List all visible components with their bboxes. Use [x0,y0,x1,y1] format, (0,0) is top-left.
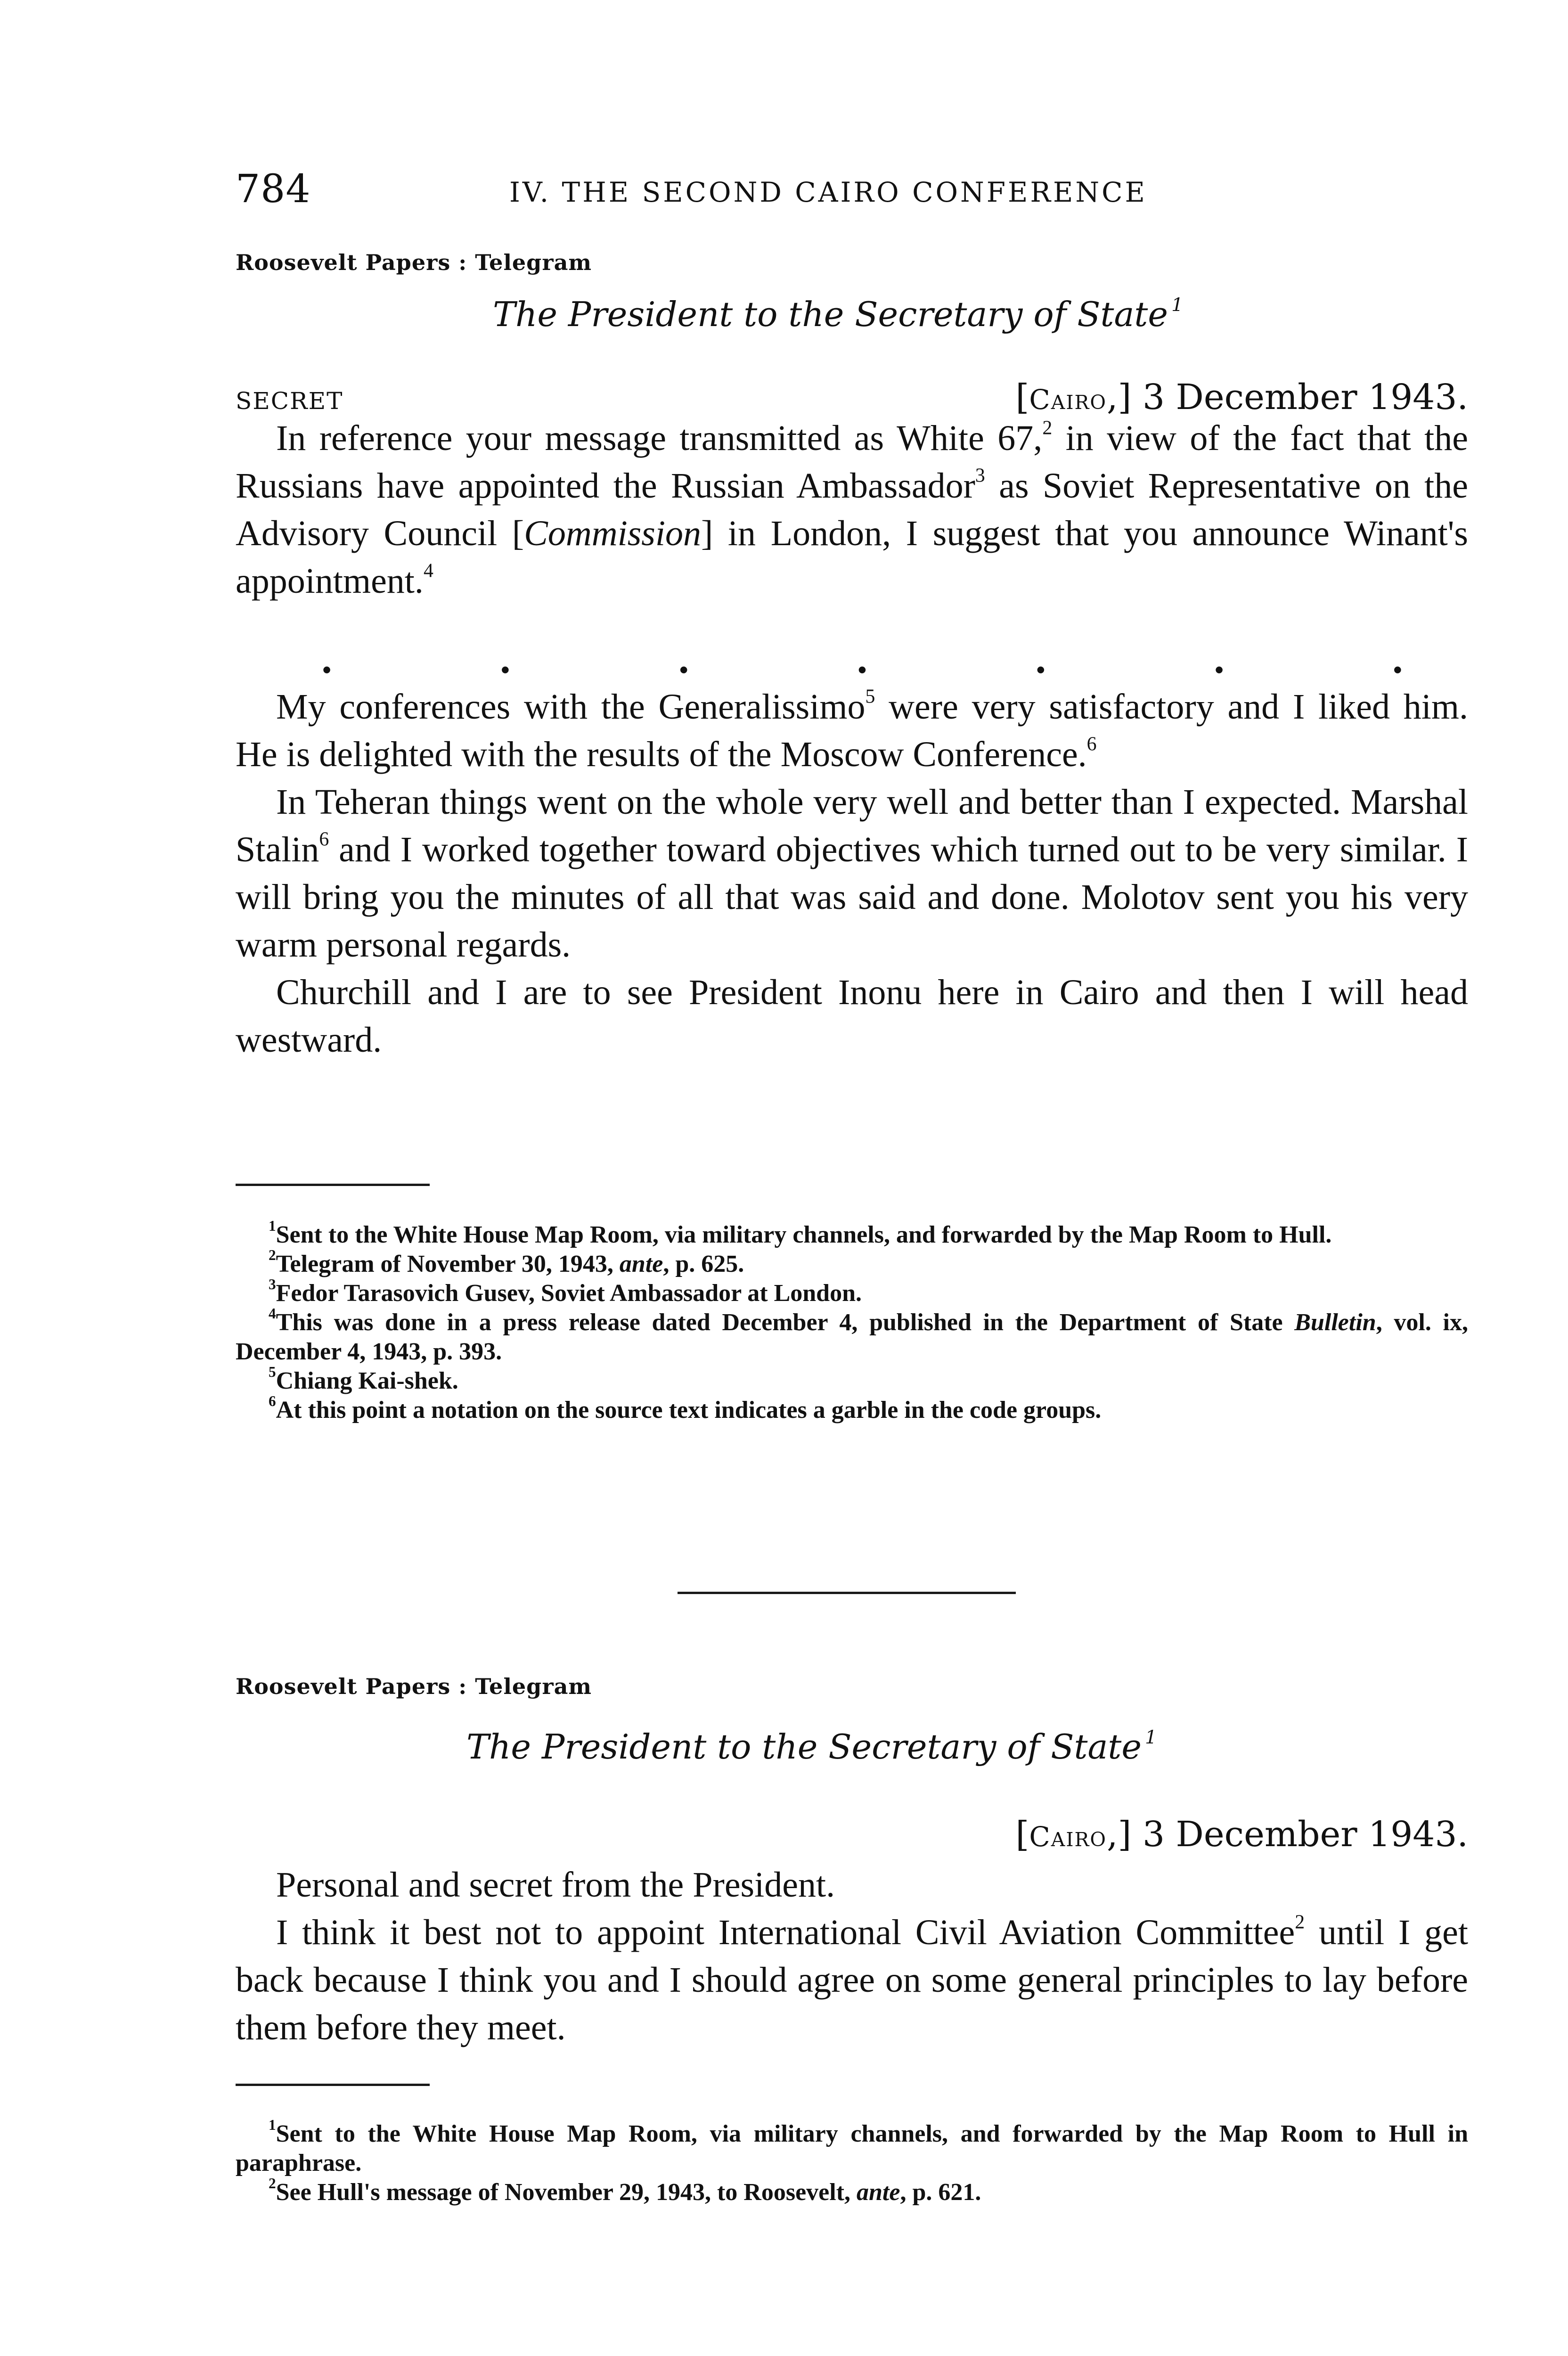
page-number: 784 [236,167,311,212]
doc2-dateline: [Cairo,] 3 December 1943. [1015,1814,1468,1855]
doc2-dateline-place: Cairo [1029,1821,1107,1853]
doc2-paragraph-2: I think it best not to appoint International Civil Aviation Committee$^2$ until I get back because I think you and I should agree on some general principles to lay before them before they meet. [236,1911,1468,2047]
doc2-paragraph-1: Personal and secret from the President. [276,1865,835,1905]
doc1-footnote-3: $^3$Fedor Tarasovich Gusev, Soviet Ambassador at London. [269,1276,862,1307]
doc1-title-text: The President to the Secretary of State [493,294,1168,334]
running-head: IV. THE SECOND CAIRO CONFERENCE [509,176,1147,208]
doc1-title [493,294,1183,334]
doc1-footnote-rule [236,1184,430,1186]
doc1-source-line: Roosevelt Papers : Telegram [236,250,592,275]
doc1-body-part2 [236,683,1468,1064]
doc1-footnote-1: $^1$Sent to the White House Map Room, via military channels, and forwarded by the Map Room to Hull. [269,1218,1332,1248]
doc1-footnote-2: $^2$Telegram of November 30, 1943, ante, p. 625. [269,1247,744,1277]
omission-ellipsis: . . . . . . . [320,639,1404,682]
doc1-footnote-4: $^4$This was done in a press release dated December 4, published in the Department of State Bulletin, vol. ix, December 4, 1943, p. 393. [236,1305,1468,1365]
doc2-footnote-2: $^2$See Hull's message of November 29, 1943, to Roosevelt, ante, p. 621. [269,2175,981,2206]
doc1-paragraph-4: Churchill and I are to see President Inonu here in Cairo and then I will head westward. [236,973,1468,1060]
doc1-paragraph-1: In reference your message transmitted as White 67,$^2$ in view of the fact that the Russians have appointed the Russian Ambassador$^3$ as Soviet Representative on the Advisory Council [Commission] in London, I suggest that you announce Winant's appointment.$^4$ [236,417,1468,601]
doc1-footnotes [236,1220,1468,1425]
doc2-title-text: The President to the Secretary of State [466,1727,1142,1767]
doc1-dateline: [Cairo,] 3 December 1943. [1015,377,1468,417]
doc2-body [236,1861,1468,2052]
doc2-footnotes [236,2119,1468,2207]
doc1-body-part1 [236,415,1468,605]
doc1-footnote-6: $^6$At this point a notation on the source text indicates a garble in the code groups. [269,1393,1102,1423]
doc1-paragraph-3: In Teheran things went on the whole very well and better than I expected. Marshal Stalin$^6$ and I worked together toward objectives which turned out to be very similar. I will bring you the minutes of all that was said and done. Molotov sent you his very warm personal regards. [236,782,1468,965]
doc2-footnote-rule [236,2084,430,2086]
doc2-dateline-date: 3 December 1943. [1142,1814,1468,1855]
doc2-footnote-1: $^1$Sent to the White House Map Room, via military channels, and forwarded by the Map Room to Hull in paraphrase. [236,2117,1468,2176]
section-separator-rule [678,1592,1016,1594]
doc2-title-footnote-ref: 1 [1145,1726,1157,1749]
doc1-dateline-place: Cairo [1029,384,1107,416]
doc1-footnote-5: $^5$Chiang Kai-shek. [269,1364,458,1394]
doc2-title [466,1727,1157,1767]
doc1-dateline-date: 3 December 1943. [1142,377,1468,417]
doc1-classification: SECRET [236,387,343,415]
doc1-paragraph-2: My conferences with the Generalissimo$^5$ were very satisfactory and I liked him. He is delighted with the results of the Moscow Conference.$^6$ [236,686,1468,774]
doc2-source-line: Roosevelt Papers : Telegram [236,1674,592,1699]
doc1-title-footnote-ref: 1 [1171,294,1184,316]
